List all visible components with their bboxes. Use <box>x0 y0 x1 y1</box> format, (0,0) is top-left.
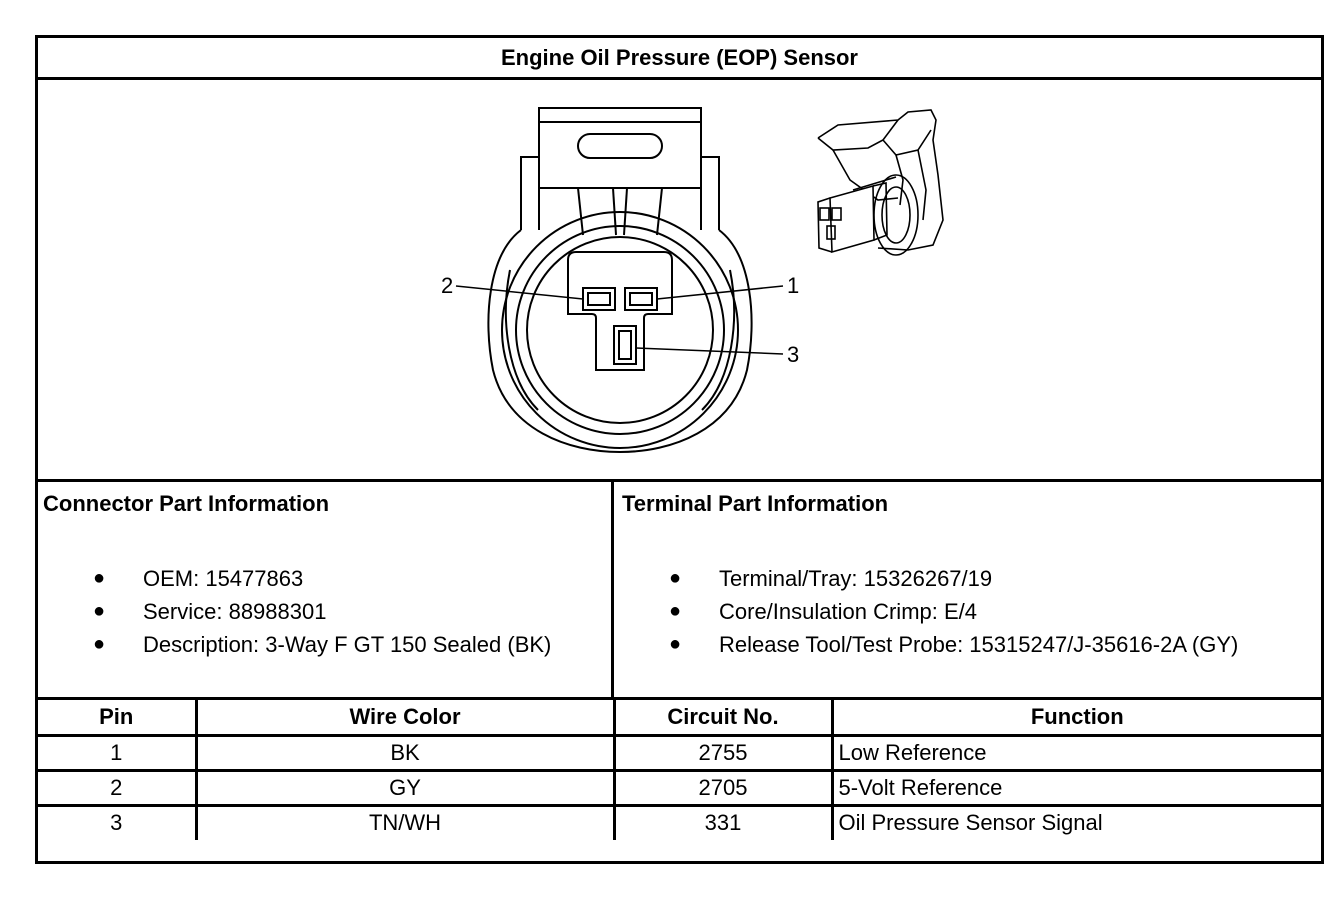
bullet-icon: ● <box>93 633 106 655</box>
terminal-crimp: Core/Insulation Crimp: E/4 <box>719 599 977 624</box>
callout-label-2: 2 <box>441 273 454 298</box>
column-header-wire-color: Wire Color <box>196 700 614 735</box>
connector-illustration-panel <box>38 80 1321 482</box>
table-row <box>38 805 1321 840</box>
callout-label-1: 1 <box>787 273 800 298</box>
connector-face-view <box>456 108 783 452</box>
terminal-release-tool: Release Tool/Test Probe: 15315247/J-35616-2A (GY) <box>719 632 1239 657</box>
circuit-cell: 331 <box>614 805 832 840</box>
connector-sheet <box>35 35 1324 864</box>
connector-part-info <box>38 482 614 697</box>
function-cell: 5-Volt Reference <box>832 770 1321 805</box>
column-header-function: Function <box>832 700 1321 735</box>
pin-cell: 2 <box>38 770 196 805</box>
table-row <box>38 735 1321 770</box>
pin-cell: 3 <box>38 805 196 840</box>
table-row <box>38 770 1321 805</box>
connector-service: Service: 88988301 <box>143 599 327 624</box>
callout-label-3: 3 <box>787 342 800 367</box>
connector-diagram <box>38 80 1321 479</box>
terminal-tray: Terminal/Tray: 15326267/19 <box>719 566 993 591</box>
pinout-table <box>38 700 1321 840</box>
wire-color-cell: GY <box>196 770 614 805</box>
callout-1-leader <box>657 286 783 299</box>
connector-info-heading: Connector Part Information <box>43 491 330 516</box>
part-info-section <box>38 482 1321 700</box>
bullet-icon: ● <box>93 567 106 589</box>
connector-oem: OEM: 15477863 <box>143 566 304 591</box>
function-cell: Oil Pressure Sensor Signal <box>832 805 1321 840</box>
connector-perspective-view <box>818 110 943 255</box>
column-header-circuit: Circuit No. <box>614 700 832 735</box>
page-title: Engine Oil Pressure (EOP) Sensor <box>38 38 1321 80</box>
connector-description: Description: 3-Way F GT 150 Sealed (BK) <box>143 632 552 657</box>
bullet-icon: ● <box>93 600 106 622</box>
terminal-part-info <box>614 482 1324 697</box>
terminal-info-heading: Terminal Part Information <box>622 491 889 516</box>
wire-color-cell: TN/WH <box>196 805 614 840</box>
bullet-icon: ● <box>669 600 682 622</box>
bullet-icon: ● <box>669 633 682 655</box>
circuit-cell: 2705 <box>614 770 832 805</box>
column-header-pin: Pin <box>38 700 196 735</box>
circuit-cell: 2755 <box>614 735 832 770</box>
wire-color-cell: BK <box>196 735 614 770</box>
table-header-row <box>38 700 1321 735</box>
callout-2-leader <box>456 286 583 299</box>
function-cell: Low Reference <box>832 735 1321 770</box>
bullet-icon: ● <box>669 567 682 589</box>
pin-cell: 1 <box>38 735 196 770</box>
